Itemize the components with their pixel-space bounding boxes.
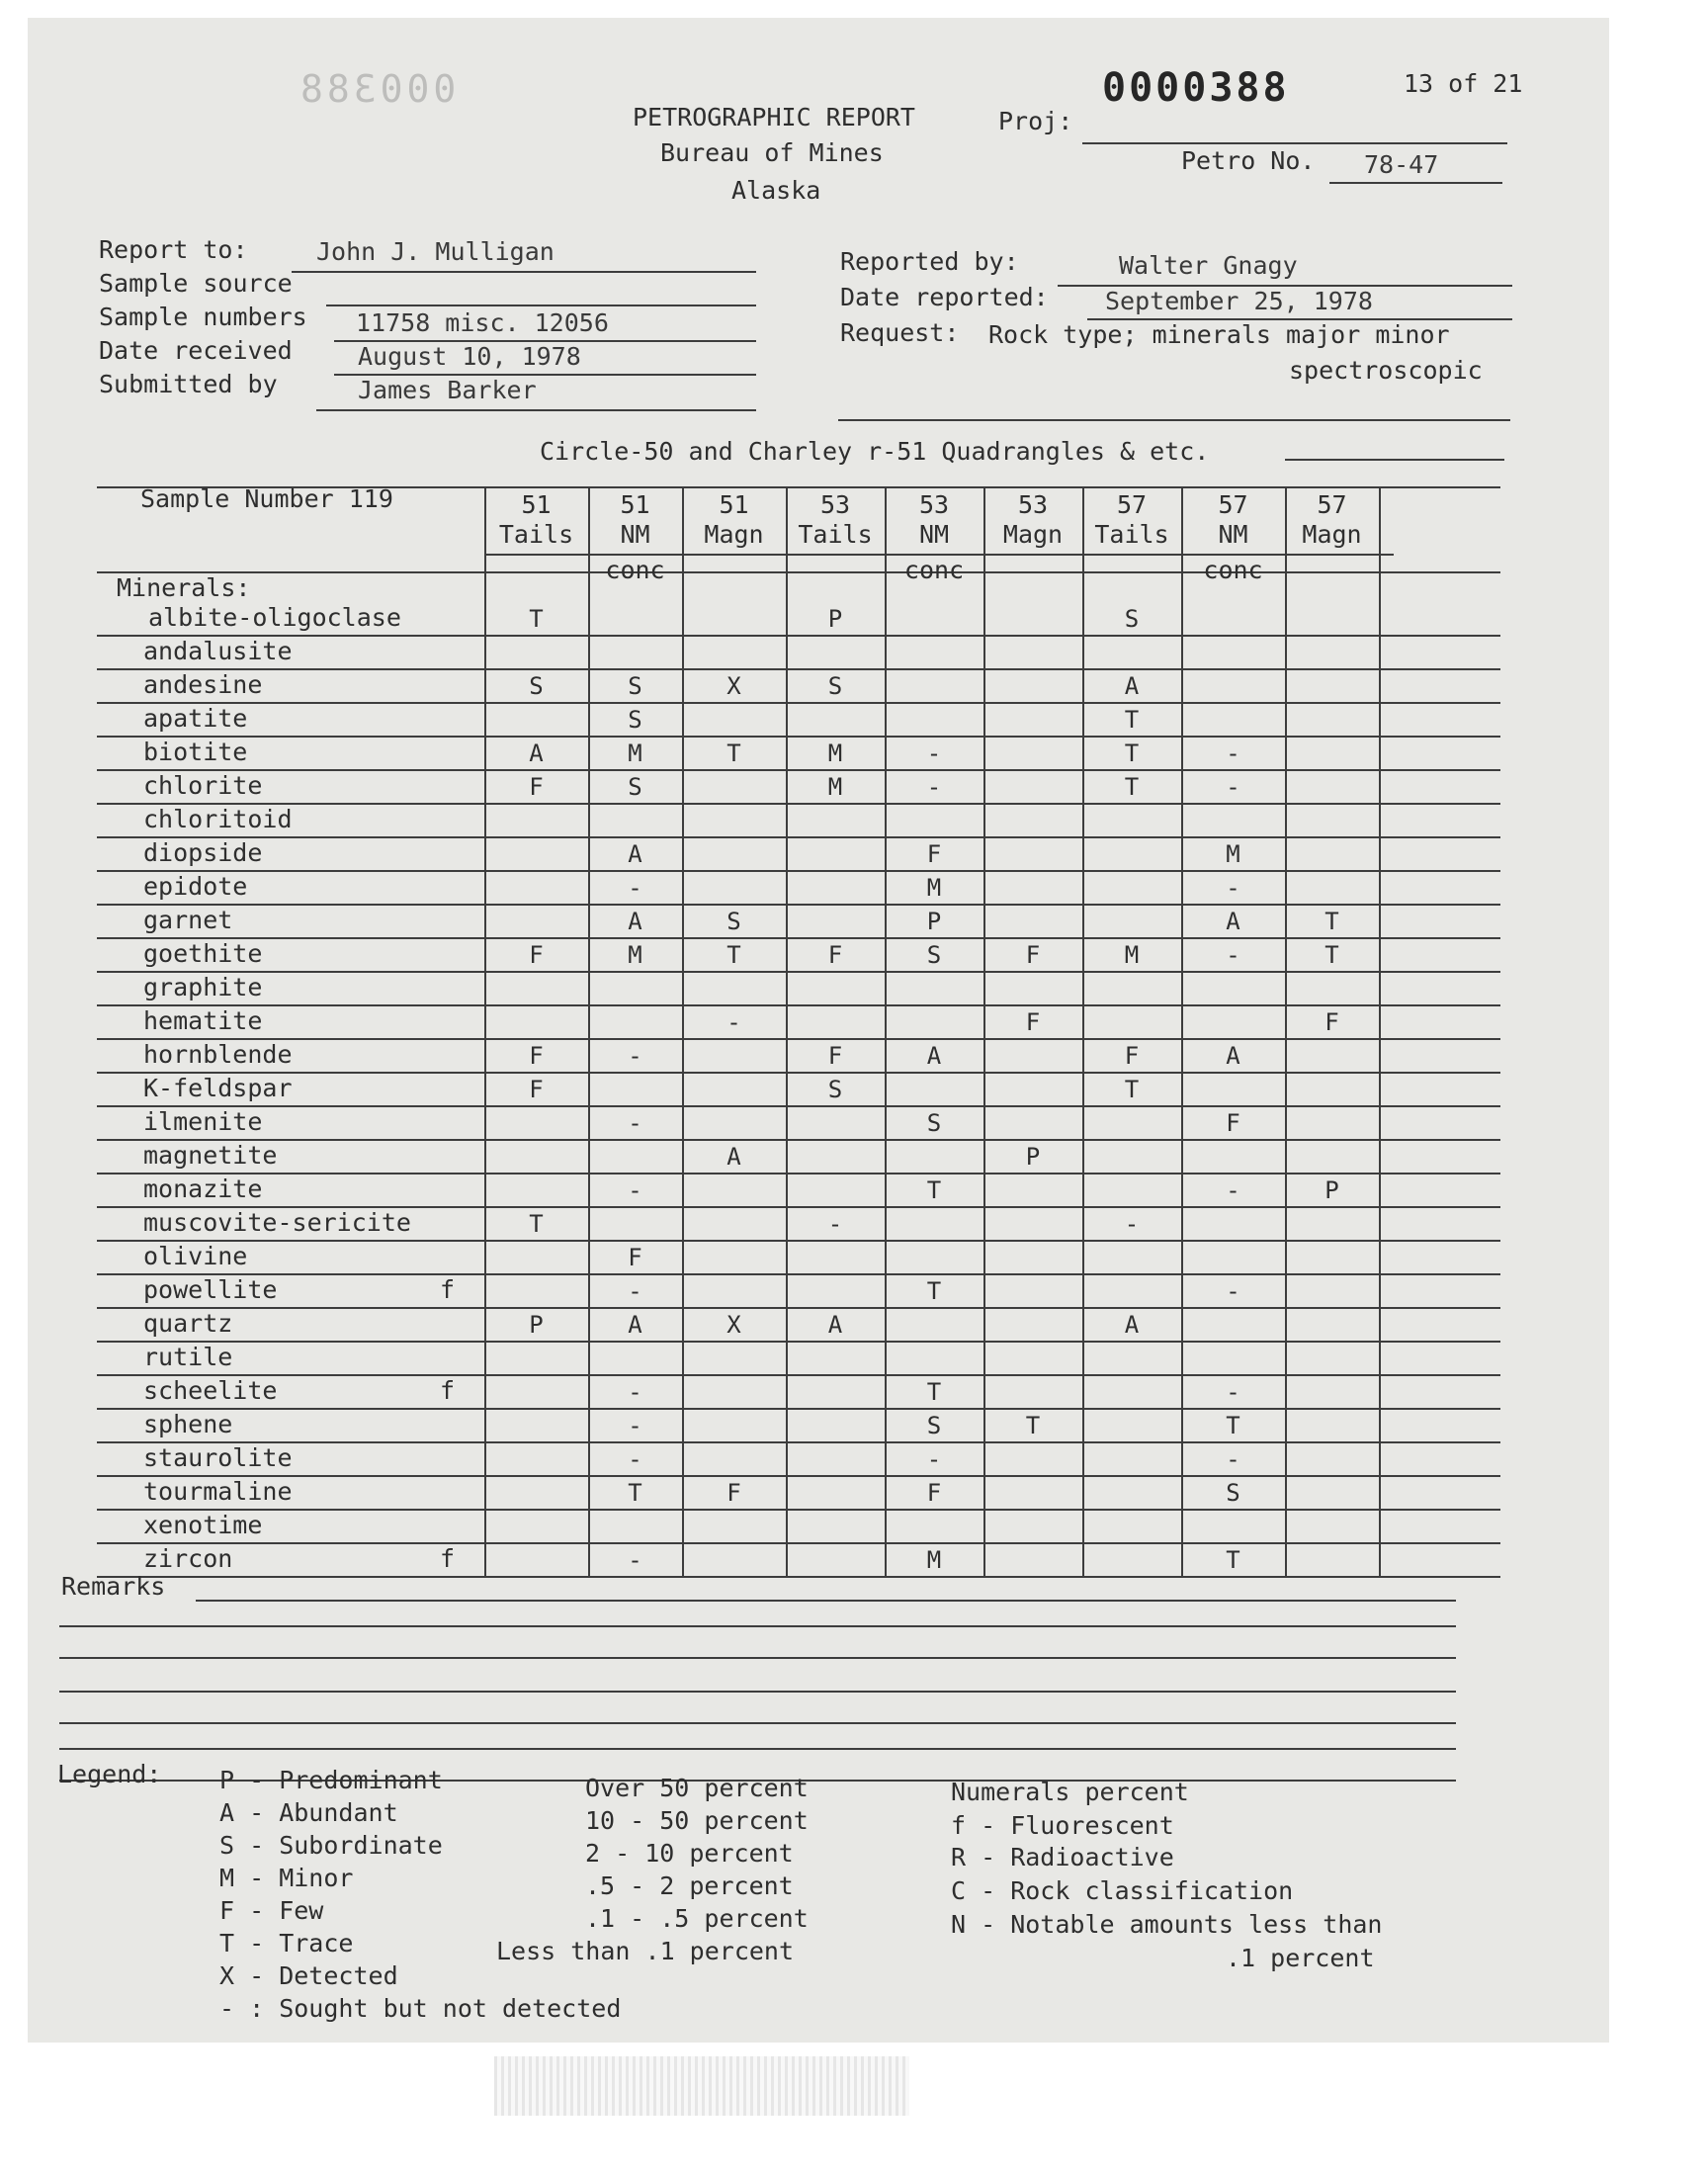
- mineral-name: powellite: [143, 1275, 278, 1304]
- mineral-name: diopside: [143, 838, 263, 867]
- row-line: [97, 1105, 1500, 1107]
- remarks-line-6: [59, 1748, 1456, 1750]
- legend-right-4: N - Notable amounts less than: [951, 1910, 1383, 1939]
- remarks-label: Remarks: [61, 1572, 166, 1601]
- table-cell: -: [1226, 1176, 1240, 1204]
- remarks-line-3: [59, 1657, 1456, 1659]
- request-label: Request:: [840, 318, 960, 347]
- row-line: [97, 1542, 1500, 1544]
- column-divider: [983, 488, 985, 1578]
- fluorescent-flag: f: [440, 1275, 456, 1304]
- sample-source-line: [326, 304, 756, 306]
- column-type: NM: [620, 520, 650, 549]
- submitted-by-value: James Barker: [358, 376, 537, 404]
- row-line: [97, 1475, 1500, 1477]
- legend-right-2: R - Radioactive: [951, 1843, 1174, 1871]
- column-type: NM: [918, 520, 950, 549]
- table-cell: -: [827, 1210, 843, 1238]
- row-line: [97, 1307, 1500, 1309]
- row-line: [97, 1408, 1500, 1410]
- request-value-1: Rock type; minerals major minor: [988, 320, 1450, 349]
- column-type: Magn: [1002, 520, 1064, 549]
- table-cell: M: [1124, 941, 1140, 969]
- row-line: [97, 1004, 1500, 1006]
- legend-right-0: Numerals percent: [951, 1778, 1189, 1806]
- table-cell: P: [926, 908, 942, 935]
- petro-value: 78-47: [1364, 150, 1439, 179]
- column-divider: [682, 488, 684, 1578]
- table-cell: S: [827, 672, 843, 700]
- table-cell: F: [1324, 1008, 1339, 1036]
- table-cell: M: [926, 1546, 942, 1574]
- table-cell: S: [726, 908, 741, 935]
- mineral-name: magnetite: [143, 1141, 278, 1170]
- mineral-name: zircon: [143, 1544, 233, 1573]
- table-cell: S: [628, 706, 642, 734]
- mineral-name: staurolite: [143, 1443, 293, 1472]
- legend-range: Less than .1 percent: [496, 1937, 795, 1965]
- column-number: 51: [719, 490, 749, 519]
- table-cell: S: [827, 1076, 843, 1103]
- column-type: NM: [1218, 520, 1248, 549]
- table-cell: F: [529, 1076, 544, 1103]
- table-cell: T: [529, 1210, 544, 1238]
- table-cell: T: [1124, 1076, 1140, 1103]
- table-cell: S: [1124, 605, 1140, 633]
- row-line: [97, 736, 1500, 738]
- table-cell: -: [628, 1176, 642, 1204]
- column-divider: [588, 488, 590, 1578]
- table-cell: F: [926, 840, 942, 868]
- table-cell: T: [1124, 773, 1140, 801]
- proj-label: Proj:: [998, 107, 1073, 135]
- state-name: Alaska: [731, 176, 821, 205]
- mineral-name: quartz: [143, 1309, 233, 1338]
- column-number: 57: [1317, 490, 1347, 519]
- petro-line: [1329, 182, 1502, 184]
- reported-by-label: Reported by:: [840, 247, 1019, 276]
- reported-by-value: Walter Gnagy: [1119, 251, 1298, 280]
- table-cell: A: [726, 1143, 741, 1171]
- row-line: [97, 904, 1500, 906]
- row-line: [97, 635, 1500, 637]
- table-cell: -: [628, 1378, 642, 1406]
- table-cell: -: [628, 1042, 642, 1070]
- submitted-by-line: [316, 409, 756, 411]
- column-sub: conc: [1203, 556, 1263, 584]
- table-cell: P: [1025, 1143, 1041, 1171]
- table-cell: F: [529, 1042, 544, 1070]
- mineral-name: garnet: [143, 906, 233, 934]
- table-cell: T: [926, 1176, 942, 1204]
- mineral-name: andalusite: [143, 637, 293, 665]
- report-title: PETROGRAPHIC REPORT: [633, 103, 915, 131]
- table-cell: A: [628, 1311, 642, 1339]
- row-line: [97, 1441, 1500, 1443]
- mineral-name: hematite: [143, 1006, 263, 1035]
- remarks-line-4: [59, 1691, 1456, 1693]
- mineral-name: muscovite-sericite: [143, 1208, 411, 1237]
- legend-code: X - Detected: [219, 1961, 398, 1990]
- table-cell: A: [926, 1042, 942, 1070]
- column-number: 51: [521, 490, 552, 519]
- table-cell: T: [726, 740, 741, 767]
- table-cell: M: [628, 941, 642, 969]
- table-cell: T: [1226, 1546, 1240, 1574]
- table-cell: F: [926, 1479, 942, 1507]
- table-cell: M: [628, 740, 642, 767]
- table-cell: A: [628, 840, 642, 868]
- table-cell: F: [628, 1244, 642, 1271]
- table-cell: F: [1025, 941, 1041, 969]
- table-cell: T: [529, 605, 544, 633]
- location-text: Circle-50 and Charley r-51 Quadrangles & etc.: [540, 437, 1210, 466]
- table-cell: A: [1124, 672, 1140, 700]
- sample-source-label: Sample source: [99, 269, 293, 298]
- ghost-document-number: 000388: [297, 67, 457, 111]
- mineral-name: albite-oligoclase: [148, 603, 401, 632]
- column-type: Tails: [798, 520, 873, 549]
- column-divider: [786, 488, 788, 1578]
- table-cell: F: [726, 1479, 741, 1507]
- column-number: 53: [918, 490, 950, 519]
- table-cell: -: [926, 1445, 942, 1473]
- mineral-name: chloritoid: [143, 805, 293, 833]
- table-cell: -: [1124, 1210, 1140, 1238]
- column-divider: [1082, 488, 1084, 1578]
- table-cell: T: [628, 1479, 642, 1507]
- mineral-name: ilmenite: [143, 1107, 263, 1136]
- table-cell: T: [926, 1277, 942, 1305]
- legend-range: 2 - 10 percent: [585, 1839, 794, 1868]
- table-cell: T: [1124, 706, 1140, 734]
- report-to-line: [292, 271, 756, 273]
- mineral-name: hornblende: [143, 1040, 293, 1069]
- table-cell: S: [926, 1109, 942, 1137]
- bureau-name: Bureau of Mines: [660, 138, 884, 167]
- table-cell: -: [628, 874, 642, 902]
- legend-code: S - Subordinate: [219, 1831, 443, 1860]
- table-cell: A: [1226, 1042, 1240, 1070]
- remarks-line-5: [59, 1722, 1456, 1724]
- table-cell: M: [1226, 840, 1240, 868]
- column-number: 57: [1116, 490, 1148, 519]
- table-cell: S: [926, 941, 942, 969]
- table-cell: -: [628, 1277, 642, 1305]
- date-reported-label: Date reported:: [840, 283, 1049, 311]
- row-line: [97, 803, 1500, 805]
- table-cell: F: [827, 1042, 843, 1070]
- minerals-header-line: [97, 571, 1500, 573]
- document-number: 0000388: [1102, 65, 1290, 111]
- row-line: [97, 1072, 1500, 1074]
- column-divider: [1285, 488, 1287, 1578]
- legend-label: Legend:: [57, 1760, 162, 1788]
- table-cell: -: [1226, 874, 1240, 902]
- request-value-2: spectroscopic: [1289, 356, 1483, 385]
- fluorescent-flag: f: [440, 1544, 456, 1573]
- table-cell: M: [827, 773, 843, 801]
- legend-range: 10 - 50 percent: [585, 1806, 809, 1835]
- table-cell: -: [726, 1008, 741, 1036]
- column-number: 53: [819, 490, 851, 519]
- table-cell: -: [926, 740, 942, 767]
- column-sub: conc: [903, 556, 965, 584]
- column-type: Magn: [1302, 520, 1362, 549]
- mineral-name: tourmaline: [143, 1477, 293, 1506]
- legend-code: T - Trace: [219, 1929, 354, 1958]
- table-cell: P: [529, 1311, 544, 1339]
- report-to-label: Report to:: [99, 235, 248, 264]
- column-divider: [1181, 488, 1183, 1578]
- table-cell: T: [1226, 1412, 1240, 1439]
- column-type: Tails: [1094, 520, 1169, 549]
- column-number: 53: [1017, 490, 1049, 519]
- table-cell: -: [1226, 740, 1240, 767]
- column-number: 57: [1218, 490, 1248, 519]
- column-type: Magn: [704, 520, 764, 549]
- remarks-line-2: [59, 1625, 1456, 1627]
- table-cell: -: [1226, 773, 1240, 801]
- table-cell: S: [628, 773, 642, 801]
- table-cell: T: [1324, 941, 1339, 969]
- mineral-name: sphene: [143, 1410, 233, 1438]
- page-indicator: 13 of 21: [1404, 69, 1523, 98]
- column-number: 51: [620, 490, 650, 519]
- column-divider: [1379, 488, 1381, 1578]
- mineral-name: apatite: [143, 704, 248, 733]
- legend-right-5: .1 percent: [1226, 1944, 1375, 1972]
- mineral-name: epidote: [143, 872, 248, 901]
- location-line: [1285, 459, 1504, 461]
- mineral-name: biotite: [143, 738, 248, 766]
- table-cell: T: [1025, 1412, 1041, 1439]
- table-cell: -: [926, 773, 942, 801]
- row-line: [97, 836, 1500, 838]
- table-cell: A: [1124, 1311, 1140, 1339]
- sample-numbers-value: 11758 misc. 12056: [356, 308, 609, 337]
- date-reported-value: September 25, 1978: [1105, 287, 1373, 315]
- row-line: [97, 1173, 1500, 1174]
- column-sub: conc: [605, 556, 665, 584]
- row-line: [97, 937, 1500, 939]
- report-to-value: John J. Mulligan: [316, 237, 555, 266]
- row-line: [97, 1341, 1500, 1343]
- legend-range: .1 - .5 percent: [585, 1904, 809, 1933]
- table-cell: F: [1025, 1008, 1041, 1036]
- table-cell: -: [1226, 941, 1240, 969]
- table-cell: T: [726, 941, 741, 969]
- legend-code: - : Sought but not detected: [219, 1994, 622, 2023]
- row-line: [97, 1038, 1500, 1040]
- sample-number-label: Sample Number 119: [140, 484, 393, 513]
- row-line: [97, 971, 1500, 973]
- legend-range: Over 50 percent: [585, 1774, 809, 1802]
- table-cell: -: [1226, 1378, 1240, 1406]
- table-cell: M: [827, 740, 843, 767]
- legend-code: A - Abundant: [219, 1798, 398, 1827]
- legend-range: .5 - 2 percent: [585, 1871, 794, 1900]
- column-type: Tails: [498, 520, 574, 549]
- proj-line: [1082, 142, 1507, 144]
- table-cell: -: [628, 1412, 642, 1439]
- table-cell: -: [1226, 1277, 1240, 1305]
- row-line: [97, 668, 1500, 670]
- submitted-by-label: Submitted by: [99, 370, 278, 398]
- table-cell: -: [1226, 1445, 1240, 1473]
- table-cell: A: [628, 908, 642, 935]
- fluorescent-flag: f: [440, 1376, 456, 1405]
- mineral-name: scheelite: [143, 1376, 278, 1405]
- table-cell: F: [1226, 1109, 1240, 1137]
- table-cell: F: [827, 941, 843, 969]
- row-line: [97, 702, 1500, 704]
- table-cell: F: [529, 773, 544, 801]
- table-cell: T: [1324, 908, 1339, 935]
- mineral-name: olivine: [143, 1242, 248, 1270]
- column-divider: [885, 488, 887, 1578]
- row-line: [97, 1509, 1500, 1511]
- table-cell: A: [529, 740, 544, 767]
- date-received-label: Date received: [99, 336, 293, 365]
- column-divider: [484, 488, 486, 1578]
- table-cell: S: [529, 672, 544, 700]
- table-cell: S: [1226, 1479, 1240, 1507]
- table-cell: F: [1124, 1042, 1140, 1070]
- request-line: [838, 419, 1510, 421]
- mineral-name: rutile: [143, 1343, 233, 1371]
- mineral-name: monazite: [143, 1174, 263, 1203]
- table-cell: -: [628, 1445, 642, 1473]
- table-cell: X: [726, 672, 741, 700]
- table-cell: -: [628, 1109, 642, 1137]
- row-line: [97, 870, 1500, 872]
- date-received-value: August 10, 1978: [358, 342, 581, 371]
- row-line: [97, 1240, 1500, 1242]
- minerals-label: Minerals:: [117, 573, 251, 602]
- legend-code: M - Minor: [219, 1864, 354, 1892]
- mineral-name: graphite: [143, 973, 263, 1001]
- mineral-name: andesine: [143, 670, 263, 699]
- legend-code: P - Predominant: [219, 1766, 443, 1794]
- table-cell: T: [1124, 740, 1140, 767]
- petro-label: Petro No.: [1181, 146, 1316, 175]
- table-cell: S: [926, 1412, 942, 1439]
- table-cell: P: [827, 605, 843, 633]
- sample-numbers-label: Sample numbers: [99, 303, 307, 331]
- scan-artifact: [494, 2056, 909, 2116]
- legend-code: F - Few: [219, 1896, 324, 1925]
- remarks-line-1: [196, 1600, 1456, 1602]
- table-cell: -: [628, 1546, 642, 1574]
- mineral-name: goethite: [143, 939, 263, 968]
- legend-right-1: f - Fluorescent: [951, 1811, 1174, 1840]
- mineral-name: K-feldspar: [143, 1074, 293, 1102]
- row-line: [97, 1374, 1500, 1376]
- mineral-name: xenotime: [143, 1511, 263, 1539]
- table-cell: X: [726, 1311, 741, 1339]
- row-line: [97, 1576, 1500, 1578]
- table-cell: A: [827, 1311, 843, 1339]
- table-cell: F: [529, 941, 544, 969]
- row-line: [97, 1273, 1500, 1275]
- legend-right-3: C - Rock classification: [951, 1876, 1294, 1905]
- mineral-name: chlorite: [143, 771, 263, 800]
- row-line: [97, 1139, 1500, 1141]
- table-cell: T: [926, 1378, 942, 1406]
- table-cell: P: [1324, 1176, 1339, 1204]
- table-cell: M: [926, 874, 942, 902]
- row-line: [97, 769, 1500, 771]
- table-cell: A: [1226, 908, 1240, 935]
- table-cell: S: [628, 672, 642, 700]
